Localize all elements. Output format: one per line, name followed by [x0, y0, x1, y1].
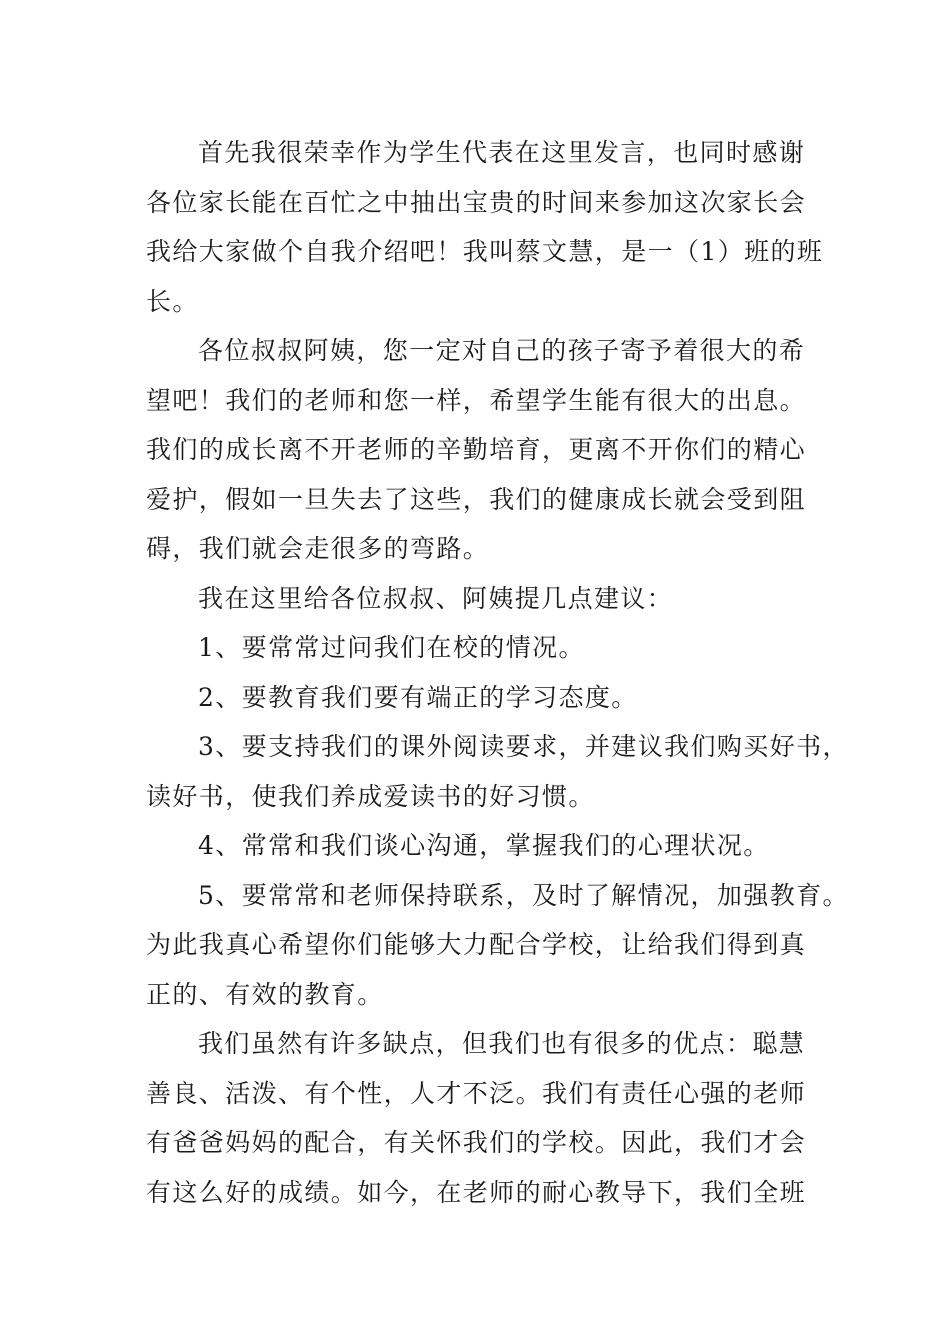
list-item: 1、要常常过问我们在校的情况。	[198, 633, 585, 662]
text-line: 首先我很荣幸作为学生代表在这里发言，也同时感谢	[198, 138, 806, 167]
list-item: 5、要常常和老师保持联系，及时了解情况，加强教育。	[198, 880, 849, 910]
text-line: 碍，我们就会走很多的弯路。	[146, 534, 490, 563]
text-line: 我给大家做个自我介绍吧！我叫蔡文慧，是一（1）班的班	[146, 237, 824, 266]
text-line: 望吧！我们的老师和您一样，希望学生能有很大的出息。	[146, 385, 807, 415]
text-line: 爱护，假如一旦失去了这些，我们的健康成长就会受到阻	[146, 484, 807, 514]
list-item: 2、要教育我们要有端正的学习态度。	[198, 682, 638, 712]
text-line: 各位家长能在百忙之中抽出宝贵的时间来参加这次家长会	[146, 187, 807, 217]
list-item: 3、要支持我们的课外阅读要求，并建议我们购买好书，	[198, 732, 849, 761]
text-line: 为此我真心希望你们能够大力配合学校，让给我们得到真	[146, 930, 807, 959]
text-line: 善良、活泼、有个性，人才不泛。我们有责任心强的老师	[146, 1078, 807, 1108]
text-line: 有爸爸妈妈的配合，有关怀我们的学校。因此，我们才会	[146, 1128, 807, 1157]
text-line: 我在这里给各位叔叔、阿姨提几点建议：	[198, 583, 674, 613]
text-line: 各位叔叔阿姨，您一定对自己的孩子寄予着很大的希	[198, 336, 806, 365]
text-line: 正的、有效的教育。	[146, 979, 384, 1009]
text-line: 有这么好的成绩。如今，在老师的耐心教导下，我们全班	[146, 1177, 807, 1207]
list-item: 4、常常和我们谈心沟通，掌握我们的心理状况。	[198, 831, 770, 860]
text-line: 读好书，使我们养成爱读书的好习惯。	[146, 781, 595, 811]
document-body	[146, 128, 849, 1217]
text-line: 长。	[146, 286, 199, 316]
text-line: 我们虽然有许多缺点，但我们也有很多的优点：聪慧	[198, 1029, 806, 1058]
text-line: 我们的成长离不开老师的辛勤培育，更离不开你们的精心	[146, 435, 807, 464]
